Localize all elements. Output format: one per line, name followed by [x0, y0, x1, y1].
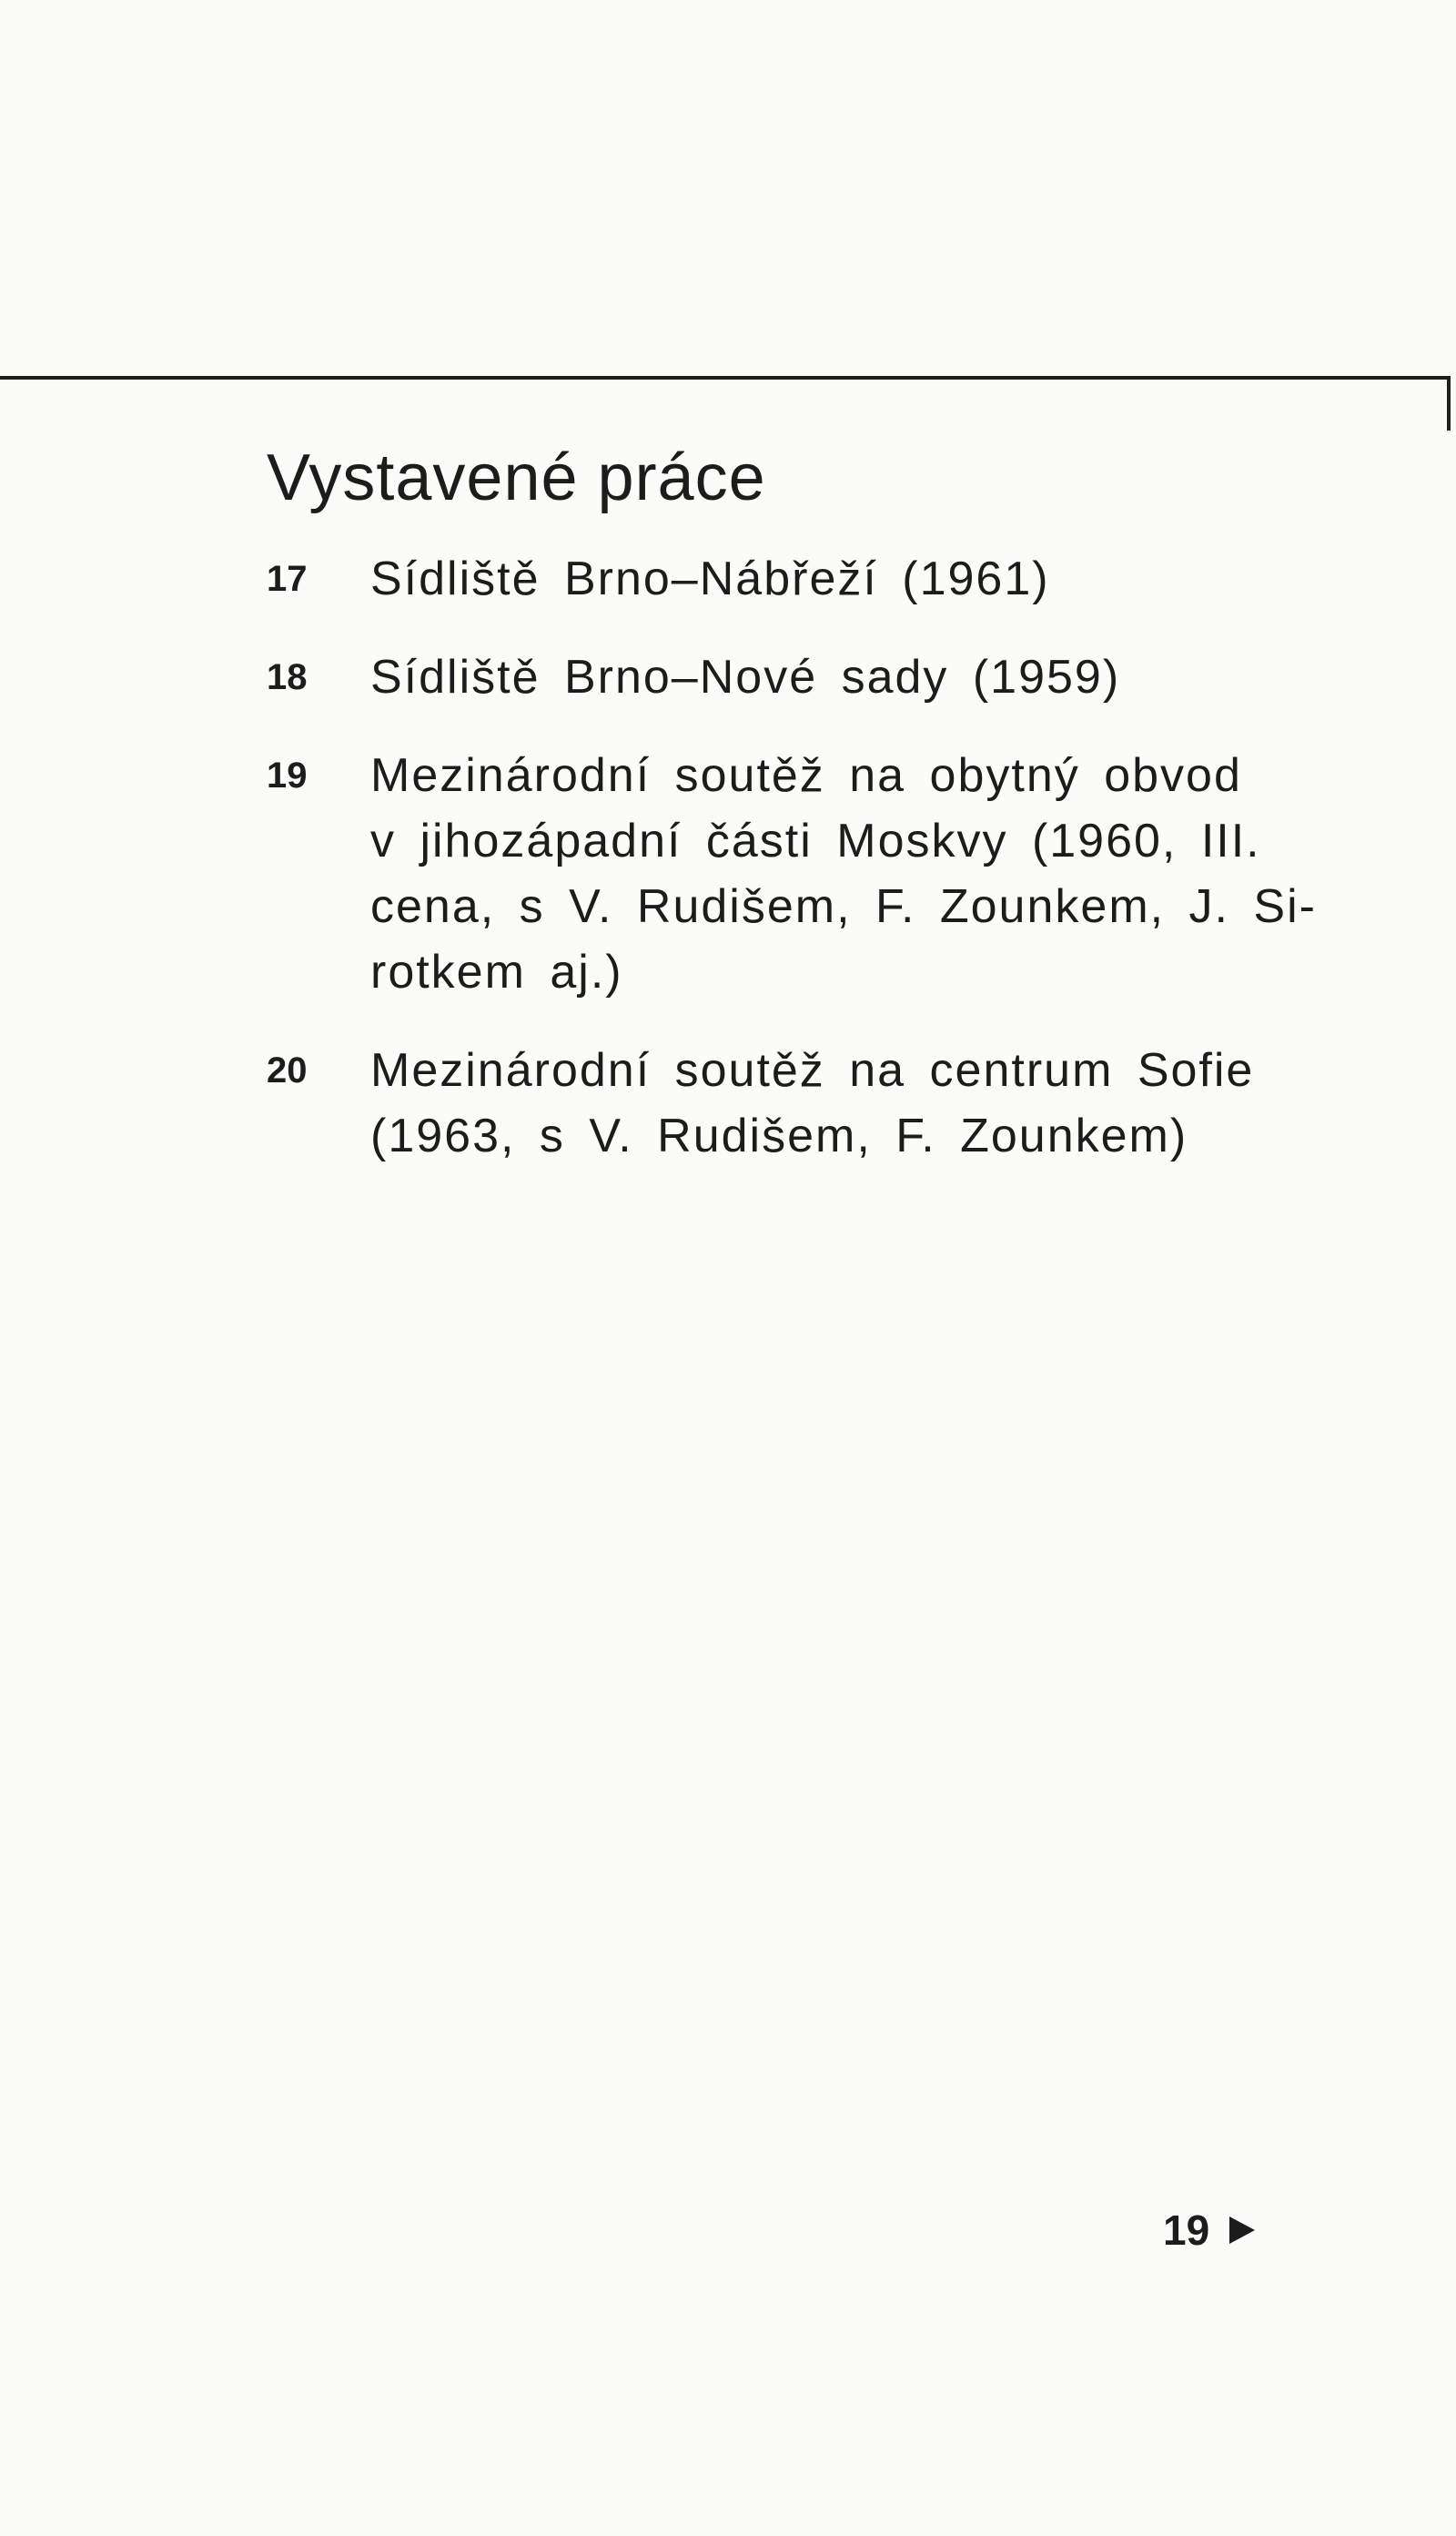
entry-line: Sídliště Brno–Nové sady (1959) [370, 651, 1121, 704]
page-title: Vystavené práce [267, 441, 766, 514]
page-footer [1163, 2198, 1255, 2262]
entry-19 [267, 743, 1317, 1005]
page-number: 19 [1163, 2206, 1210, 2254]
entry-line: Mezinárodní soutěž na centrum Sofie [370, 1044, 1255, 1097]
entry-description [370, 546, 1313, 612]
entry-description [370, 1038, 1313, 1169]
entry-18 [267, 644, 1313, 710]
entry-line: v jihozápadní části Moskvy (1960, III. [370, 815, 1261, 867]
entry-line: Sídliště Brno–Nábřeží (1961) [370, 553, 1050, 605]
entry-20 [267, 1038, 1313, 1169]
entry-line: (1963, s V. Rudišem, F. Zounkem) [370, 1110, 1188, 1162]
entry-line: cena, s V. Rudišem, F. Zounkem, J. Si- [370, 880, 1317, 933]
entry-description [370, 743, 1317, 1005]
entry-line: rotkem aj.) [370, 946, 623, 999]
arrow-right-icon [1229, 2216, 1255, 2244]
entry-number: 18 [267, 657, 308, 697]
entry-description [370, 644, 1313, 710]
exhibited-works-list [267, 546, 1317, 1202]
top-rule [0, 376, 1451, 380]
entry-number: 20 [267, 1050, 308, 1090]
entry-line: Mezinárodní soutěž na obytný obvod [370, 749, 1242, 802]
entry-number: 17 [267, 559, 308, 599]
entry-17 [267, 546, 1313, 612]
rule-corner [1447, 376, 1451, 431]
entry-number: 19 [267, 756, 308, 796]
